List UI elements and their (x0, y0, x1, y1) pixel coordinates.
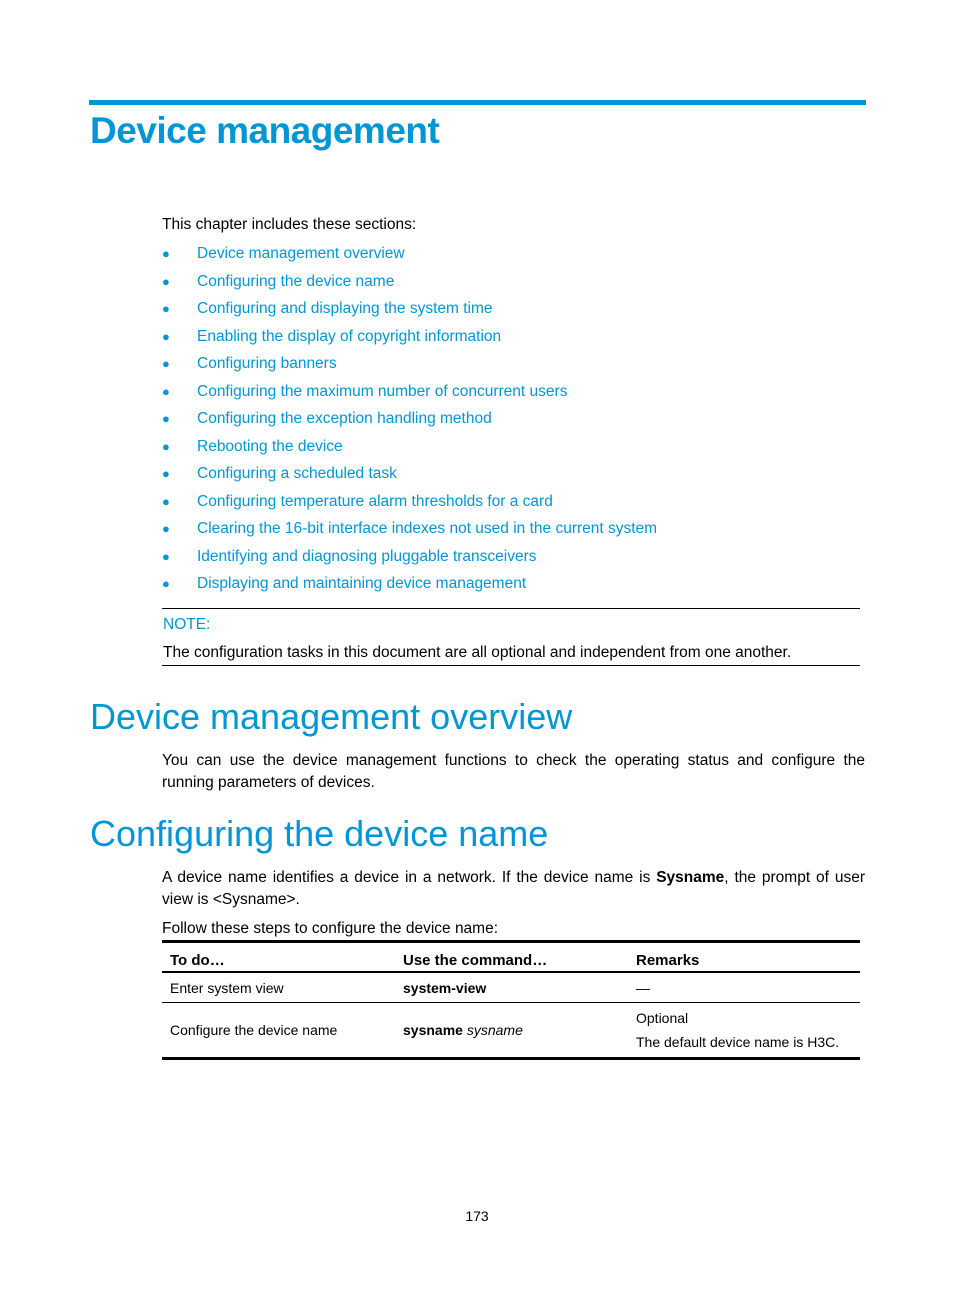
command-argument: sysname (466, 1022, 523, 1038)
section-link[interactable]: Enabling the display of copyright information (197, 327, 502, 345)
list-item (162, 570, 657, 598)
todo-cell: Enter system view (162, 972, 395, 1003)
list-item (162, 240, 657, 268)
bullet-icon: ● (162, 383, 170, 399)
list-item (162, 378, 657, 406)
section-link[interactable]: Configuring and displaying the system time (197, 300, 493, 317)
todo-cell: Configure the device name (170, 1022, 338, 1038)
list-item (162, 268, 657, 296)
column-header: To do… (162, 942, 395, 973)
column-header: Use the command… (395, 942, 628, 973)
list-item (162, 488, 657, 516)
table-header-row (162, 942, 860, 973)
command-table (162, 940, 860, 1060)
section-list (162, 240, 657, 598)
bullet-icon: ● (162, 411, 170, 426)
overview-paragraph: You can use the device management functions to check the operating status and configure the running parameters of devices. (162, 752, 865, 791)
chapter-top-rule (89, 100, 866, 105)
section-link[interactable]: Clearing the 16-bit interface indexes not used in the current system (197, 520, 658, 537)
section-link[interactable]: Device management overview (197, 245, 405, 262)
remarks-cell: — (628, 972, 860, 1003)
command-cell: system-view (395, 972, 628, 1003)
page-number: 173 (465, 1208, 489, 1224)
list-item (162, 460, 657, 488)
bullet-icon: ● (162, 576, 170, 591)
device-name-paragraph: A device name identifies a device in a network. If the device name is Sysname, the prompt of user view is <Sysname>. (162, 869, 865, 908)
section-link[interactable]: Configuring banners (197, 355, 337, 372)
note-text: The configuration tasks in this document are all optional and independent from one another. (163, 644, 792, 661)
list-item (162, 433, 657, 461)
chapter-title: Device management (90, 110, 440, 151)
bullet-icon: ● (162, 466, 170, 481)
column-header: Remarks (628, 942, 860, 973)
list-item (162, 515, 657, 543)
list-item (162, 323, 657, 351)
list-item (162, 295, 657, 323)
section-link[interactable]: Configuring a scheduled task (197, 465, 397, 482)
bullet-icon: ● (162, 548, 170, 564)
remark-line: The default device name is H3C. (636, 1034, 840, 1050)
bullet-icon: ● (162, 493, 170, 509)
bullet-icon: ● (162, 246, 170, 261)
section-heading-device-name: Configuring the device name (90, 813, 549, 854)
section-link[interactable]: Configuring the exception handling method (197, 410, 492, 427)
bullet-icon: ● (162, 301, 170, 316)
bullet-icon: ● (162, 328, 170, 344)
remarks-cell (628, 1003, 860, 1059)
section-link[interactable]: Displaying and maintaining device management (197, 575, 527, 592)
sysname-keyword: Sysname (656, 869, 725, 886)
table-row (162, 1003, 860, 1059)
section-link[interactable]: Configuring the device name (197, 272, 395, 290)
section-link[interactable]: Configuring the maximum number of concurrent users (197, 382, 568, 400)
section-heading-overview: Device management overview (90, 696, 573, 737)
bullet-icon: ● (162, 438, 170, 454)
bullet-icon: ● (162, 356, 170, 371)
note-label: NOTE: (163, 616, 211, 633)
section-link[interactable]: Identifying and diagnosing pluggable transceivers (197, 547, 537, 565)
bullet-icon: ● (162, 273, 170, 289)
list-item (162, 405, 657, 433)
section-link[interactable]: Rebooting the device (197, 437, 343, 455)
command-cell (395, 1003, 628, 1059)
bullet-icon: ● (162, 521, 170, 536)
list-item (162, 543, 657, 571)
section-link[interactable]: Configuring temperature alarm thresholds for a card (197, 492, 553, 510)
note-box (162, 608, 860, 666)
list-item (162, 350, 657, 378)
remark-line: Optional (636, 1010, 689, 1026)
table-row (162, 972, 860, 1003)
steps-intro: Follow these steps to configure the device name: (162, 920, 499, 937)
intro-text: This chapter includes these sections: (162, 216, 417, 233)
command-keyword: sysname (403, 1022, 463, 1038)
